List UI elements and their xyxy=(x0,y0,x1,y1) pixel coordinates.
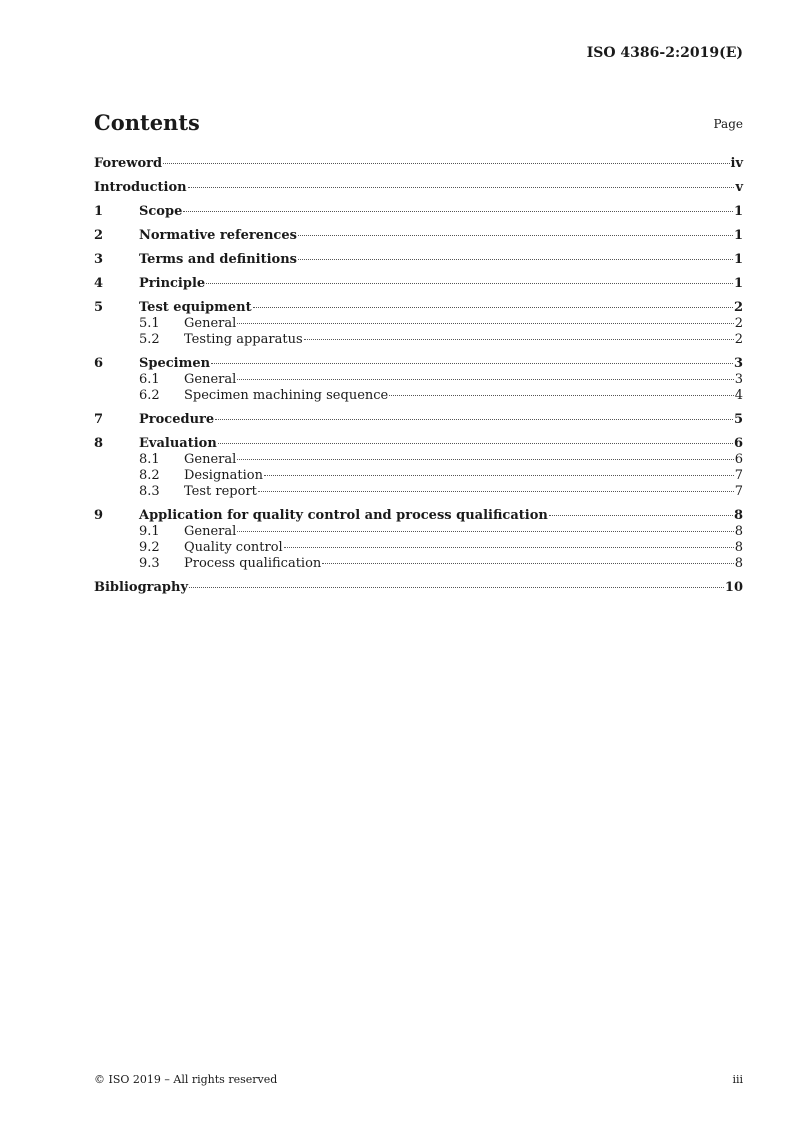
dot-leader xyxy=(215,419,733,420)
toc-subentry[interactable] xyxy=(94,468,743,484)
toc-entry-title: General xyxy=(184,316,237,331)
toc-entry-title: Scope xyxy=(139,204,183,219)
dot-leader xyxy=(218,443,733,444)
toc-entry-page: 6 xyxy=(734,452,743,467)
toc-entry-title: Process qualification xyxy=(184,556,322,571)
dot-leader xyxy=(206,283,733,284)
toc-entry-number: 9.3 xyxy=(139,556,160,571)
toc-entry-title: Application for quality control and process qualification xyxy=(139,508,548,523)
toc-entry-page: 8 xyxy=(734,556,743,571)
toc-entry-number: 1 xyxy=(94,204,104,219)
toc-subentry[interactable] xyxy=(94,452,743,468)
page-number: iii xyxy=(732,1073,743,1086)
dot-leader xyxy=(322,563,733,564)
toc-entry[interactable] xyxy=(94,275,743,292)
toc-entry-page: 5 xyxy=(733,412,743,427)
toc-spacer xyxy=(94,292,743,299)
toc-entry-title: General xyxy=(184,524,237,539)
toc-entry-title: Specimen xyxy=(139,356,211,371)
toc-entry[interactable] xyxy=(94,299,743,316)
toc-subentry[interactable] xyxy=(94,484,743,500)
dot-leader xyxy=(298,235,733,236)
dot-leader xyxy=(253,307,733,308)
toc-entry[interactable] xyxy=(94,203,743,220)
toc-subentry[interactable] xyxy=(94,524,743,540)
toc-entry[interactable] xyxy=(94,435,743,452)
toc-entry-page: 2 xyxy=(734,316,743,331)
toc-entry-number: 7 xyxy=(94,412,104,427)
toc-entry-page: 1 xyxy=(733,252,743,267)
toc-spacer xyxy=(94,244,743,251)
table-of-contents xyxy=(94,155,743,596)
toc-entry[interactable] xyxy=(94,227,743,244)
toc-entry-number: 5 xyxy=(94,300,104,315)
toc-entry[interactable] xyxy=(94,251,743,268)
toc-entry-page: 10 xyxy=(724,580,743,595)
toc-entry-title: Evaluation xyxy=(139,436,217,451)
toc-entry[interactable] xyxy=(94,355,743,372)
toc-entry-page: 2 xyxy=(733,300,743,315)
dot-leader xyxy=(237,531,733,532)
toc-entry-number: 2 xyxy=(94,228,104,243)
toc-entry-number: 5.2 xyxy=(139,332,160,347)
toc-entry-number: 3 xyxy=(94,252,104,267)
dot-leader xyxy=(258,491,734,492)
toc-entry-number: 9 xyxy=(94,508,104,523)
toc-spacer xyxy=(94,404,743,411)
toc-entry-number: 8 xyxy=(94,436,104,451)
toc-subentry[interactable] xyxy=(94,332,743,348)
dot-leader xyxy=(549,515,733,516)
toc-spacer xyxy=(94,572,743,579)
toc-spacer xyxy=(94,428,743,435)
toc-entry-number: 4 xyxy=(94,276,104,291)
toc-entry-title: Bibliography xyxy=(94,580,189,595)
toc-entry-number: 6 xyxy=(94,356,104,371)
toc-subentry[interactable] xyxy=(94,316,743,332)
toc-entry-page: 1 xyxy=(733,204,743,219)
dot-leader xyxy=(389,395,733,396)
toc-entry-title: General xyxy=(184,452,237,467)
toc-entry-title: Principle xyxy=(139,276,206,291)
toc-entry-number: 8.3 xyxy=(139,484,160,499)
toc-spacer xyxy=(94,220,743,227)
toc-entry-page: 1 xyxy=(733,276,743,291)
toc-entry-title: Terms and definitions xyxy=(139,252,297,267)
dot-leader xyxy=(189,587,724,588)
toc-entry-page: 7 xyxy=(734,484,743,499)
toc-entry-number: 9.1 xyxy=(139,524,160,539)
toc-entry-page: 4 xyxy=(734,388,743,403)
toc-entry-page: iv xyxy=(730,156,743,171)
dot-leader xyxy=(264,475,734,476)
toc-entry-page: 6 xyxy=(733,436,743,451)
toc-entry-page: 8 xyxy=(734,540,743,555)
toc-entry-number: 8.1 xyxy=(139,452,160,467)
dot-leader xyxy=(237,323,733,324)
page-column-label: Page xyxy=(713,117,743,131)
toc-entry-title: Introduction xyxy=(94,180,187,195)
toc-entry-title: General xyxy=(184,372,237,387)
toc-entry[interactable] xyxy=(94,179,743,196)
toc-subentry[interactable] xyxy=(94,540,743,556)
contents-heading: Contents xyxy=(94,110,200,135)
toc-entry-title: Quality control xyxy=(184,540,283,555)
dot-leader xyxy=(237,379,733,380)
toc-entry-title: Test report xyxy=(184,484,257,499)
dot-leader xyxy=(163,163,729,164)
toc-entry-number: 6.1 xyxy=(139,372,160,387)
copyright-notice: © ISO 2019 – All rights reserved xyxy=(94,1073,278,1086)
toc-entry[interactable] xyxy=(94,579,743,596)
toc-entry-title: Testing apparatus xyxy=(184,332,303,347)
dot-leader xyxy=(304,339,734,340)
toc-entry-page: 8 xyxy=(733,508,743,523)
toc-entry-title: Normative references xyxy=(139,228,297,243)
toc-entry-number: 9.2 xyxy=(139,540,160,555)
toc-subentry[interactable] xyxy=(94,556,743,572)
document-code: ISO 4386-2:2019(E) xyxy=(586,45,743,61)
toc-entry-title: Specimen machining sequence xyxy=(184,388,389,403)
toc-entry-number: 5.1 xyxy=(139,316,160,331)
toc-entry-title: Designation xyxy=(184,468,263,483)
dot-leader xyxy=(211,363,733,364)
toc-spacer xyxy=(94,268,743,275)
toc-entry-page: 8 xyxy=(734,524,743,539)
dot-leader xyxy=(237,459,733,460)
dot-leader xyxy=(183,211,733,212)
toc-entry-title: Procedure xyxy=(139,412,215,427)
toc-subentry[interactable] xyxy=(94,388,743,404)
toc-entry-title: Test equipment xyxy=(139,300,252,315)
dot-leader xyxy=(188,187,735,188)
toc-entry-page: v xyxy=(735,180,743,195)
toc-spacer xyxy=(94,348,743,355)
toc-entry[interactable] xyxy=(94,507,743,524)
toc-entry-page: 3 xyxy=(733,356,743,371)
toc-entry-title: Foreword xyxy=(94,156,163,171)
toc-entry-page: 3 xyxy=(734,372,743,387)
toc-entry-number: 8.2 xyxy=(139,468,160,483)
toc-spacer xyxy=(94,500,743,507)
dot-leader xyxy=(284,547,734,548)
toc-entry-number: 6.2 xyxy=(139,388,160,403)
toc-entry-page: 7 xyxy=(734,468,743,483)
toc-entry[interactable] xyxy=(94,155,743,172)
toc-entry-page: 1 xyxy=(733,228,743,243)
toc-spacer xyxy=(94,172,743,179)
toc-spacer xyxy=(94,196,743,203)
toc-entry[interactable] xyxy=(94,411,743,428)
toc-entry-page: 2 xyxy=(734,332,743,347)
toc-subentry[interactable] xyxy=(94,372,743,388)
dot-leader xyxy=(298,259,733,260)
